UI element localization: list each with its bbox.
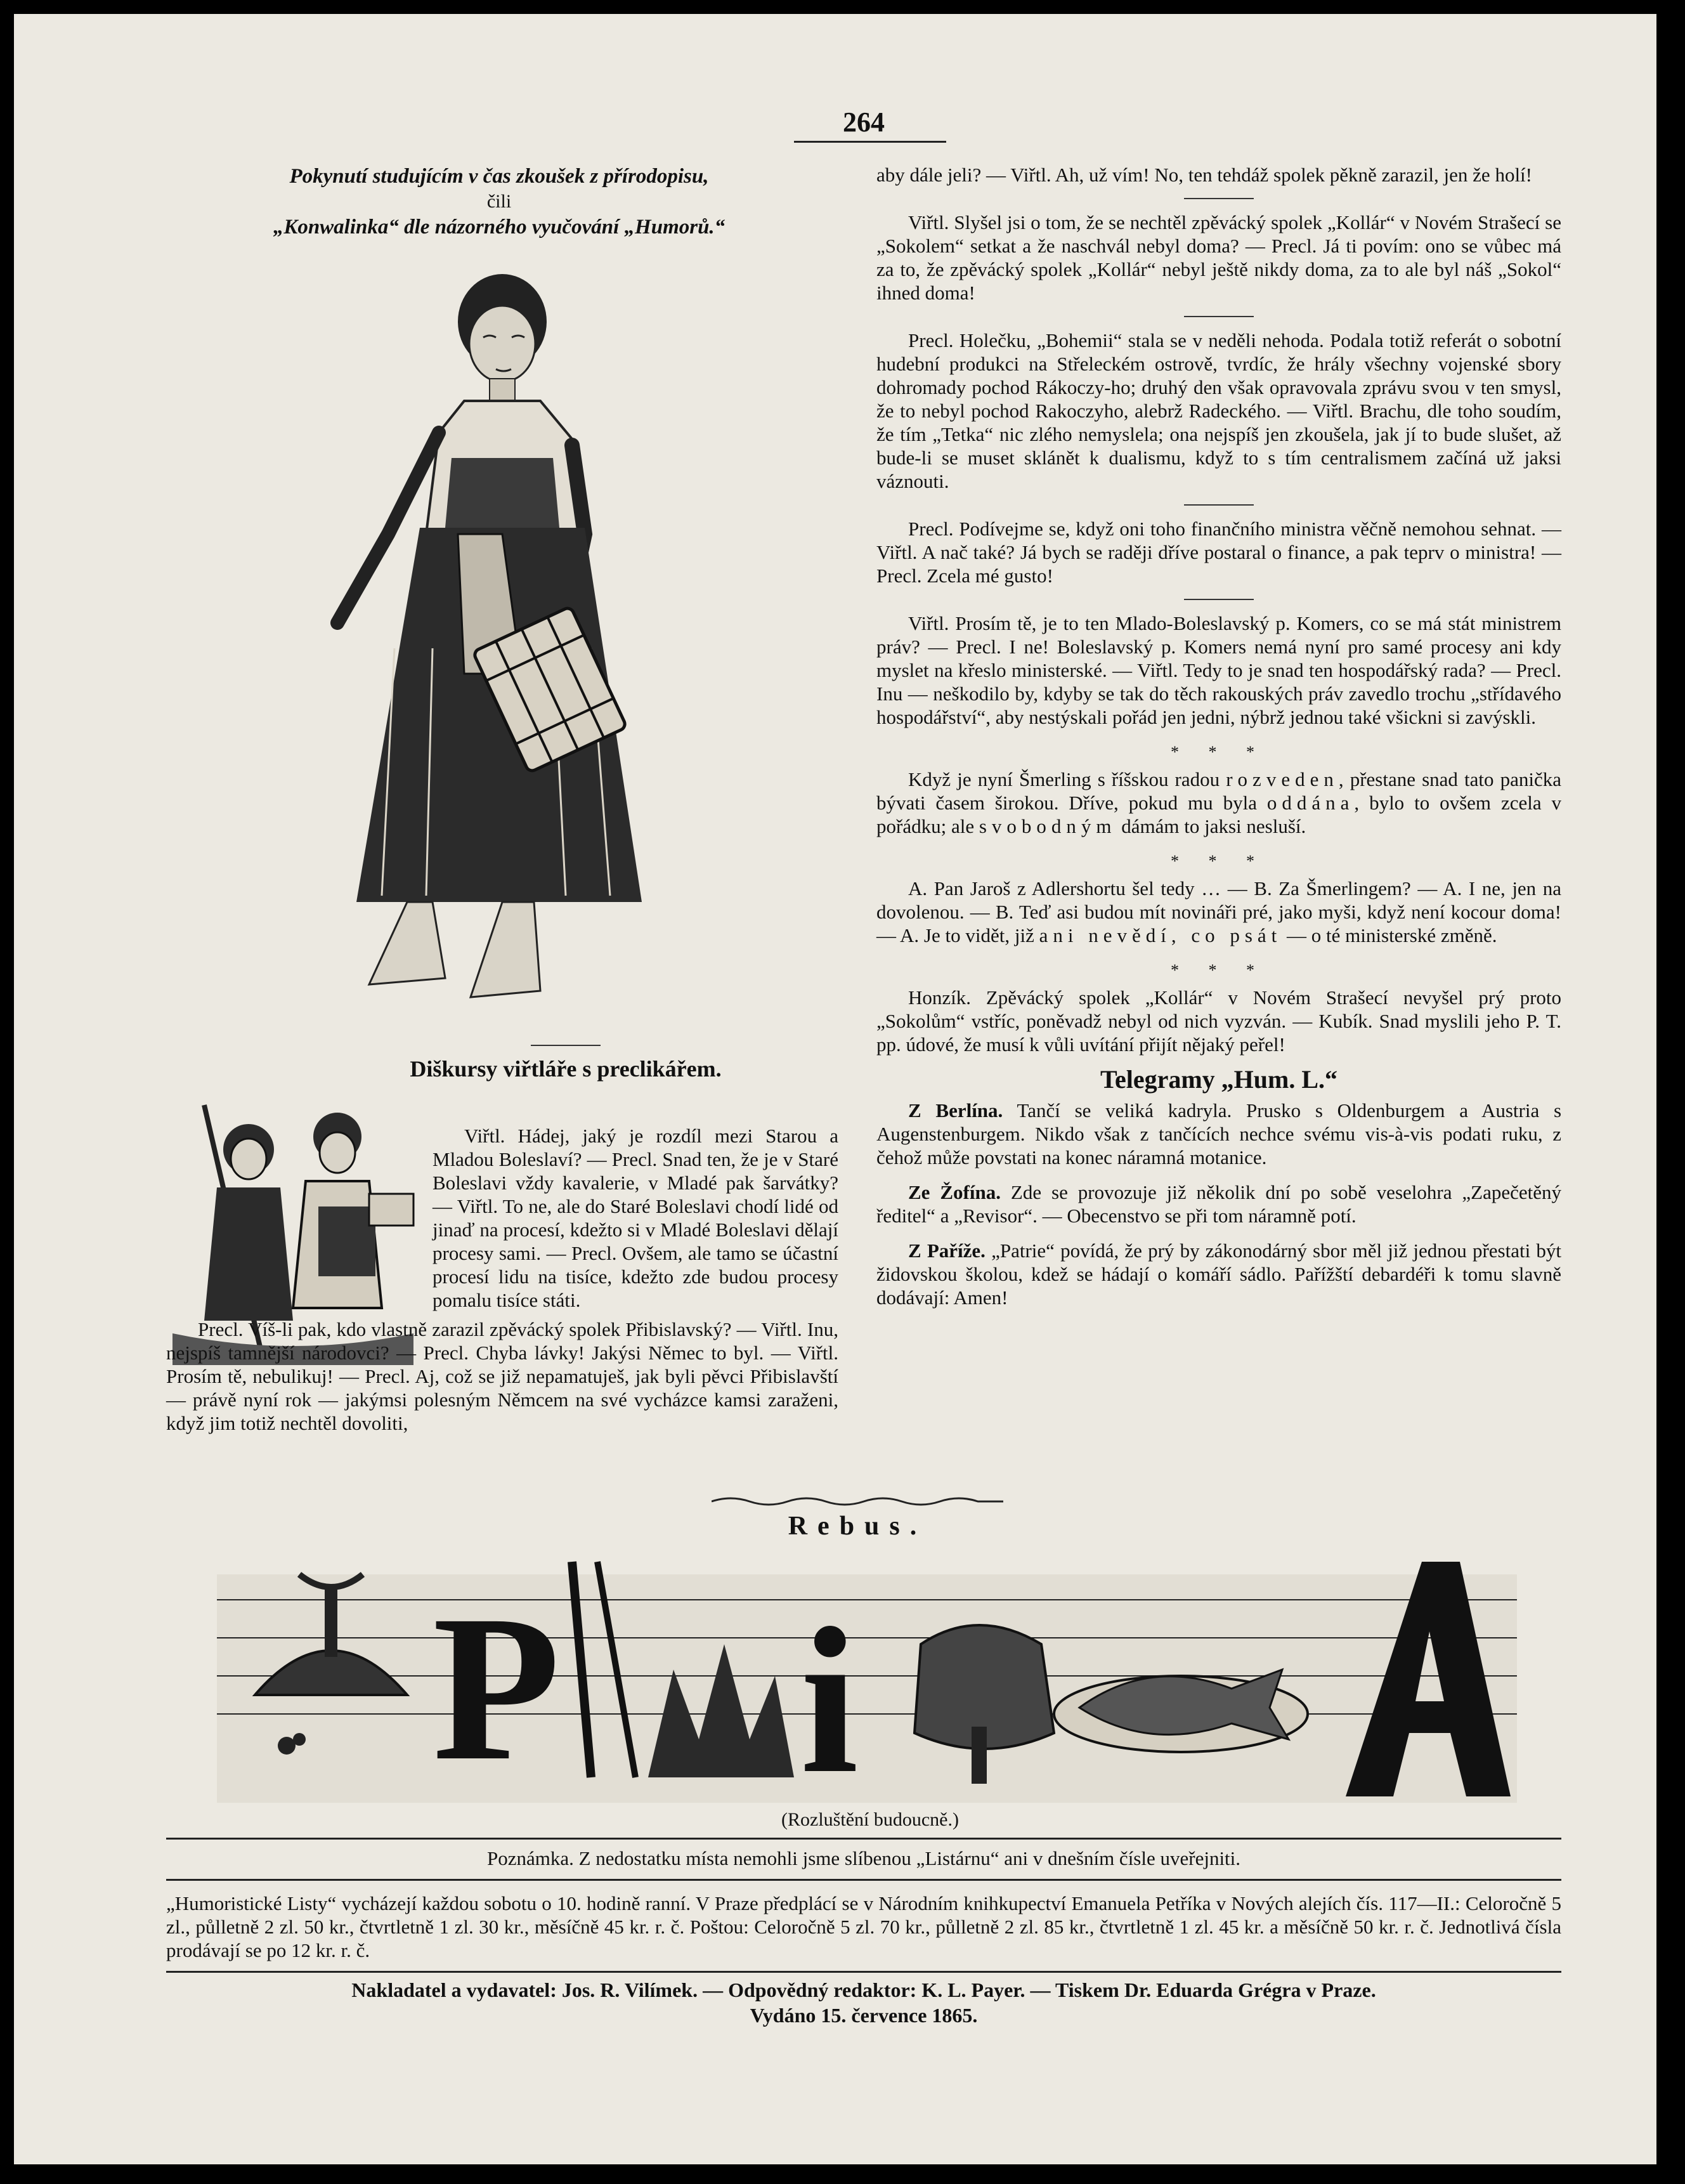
asterism: * * * bbox=[1171, 961, 1267, 979]
publisher-line: Nakladatel a vydavatel: Jos. R. Vilímek. — Odpovědný redaktor: K. L. Payer. — Tiskem Dr. Eduarda Grégra v Praze. bbox=[351, 1978, 1376, 2001]
article-subtitle: „Konwalinka“ dle názorného vyučování „Humorů.“ bbox=[273, 216, 725, 239]
page-number: 264 bbox=[843, 107, 885, 138]
right-column bbox=[876, 163, 1561, 1321]
rebus-letter-p: P bbox=[433, 1573, 561, 1803]
telegram-berlin bbox=[876, 1099, 1561, 1169]
ornamental-divider bbox=[712, 1495, 1003, 1508]
text-run: , bylo to ovšem zcela v pořádku; ale bbox=[876, 792, 1562, 837]
rebus-title: Rebus. bbox=[788, 1512, 927, 1541]
text-run: — o té ministerské změně. bbox=[1282, 924, 1497, 946]
publisher-footer bbox=[166, 1977, 1561, 2028]
horizontal-rule bbox=[166, 1971, 1561, 1973]
telegram-text: Tančí se veliká kadryla. Prusko s Oldenburgem a Austria s Augenstenburgem. Nikdo však z tančících nechce svému vis-à-vis podati ruku, z čehož může povstati na konec náramná motanice. bbox=[876, 1099, 1562, 1168]
subscription-info: „Humoristické Listy“ vycházejí každou sobotu o 10. hodině ranní. V Praze předplácí se v Národním knihkupectví Emanuela Petříka v Nových alejích čís. 117—II.: Celoročně 5 zl., půlletně 2 zl. 50 kr., čtvrtletně 1 zl. 30 kr., měsíčně 45 kr. r. č. Poštou: Celoročně 5 zl. 70 kr., půlletně 2 zl. 85 kr., čtvrtletně 1 zl. 45 kr. a měsíčně 50 kr. r. č. Jednotlivá čísla prodávají se po 12 kr. r. č. bbox=[166, 1892, 1561, 1961]
telegram-heading: Telegramy „Hum. L.“ bbox=[1100, 1065, 1338, 1094]
dialog-paragraph-2: Precl. Víš-li pak, kdo vlastně zarazil zpěvácký spolek Přibislavský? — Viřtl. Inu, nejspíš tamnější národovci? — Precl. Chyba lávky! Jakýsi Němec to byl. — Viřtl. Prosím tě, nebulikuj! — Precl. Aj, což se již nepamatuješ, jak byli pěvci Přibislavští — právě nyní rok — jakýmsi polesným Němcem na své vycházce kamsi zaraženi, když jim totiž nechtěl dovoliti, bbox=[166, 1318, 838, 1434]
asterism: * * * bbox=[1171, 852, 1267, 870]
telegram-zofin bbox=[876, 1180, 1561, 1227]
horizontal-rule bbox=[166, 1879, 1561, 1881]
text-run: Když je nyní Šmerling s říšskou radou bbox=[908, 768, 1226, 790]
telegram-paris bbox=[876, 1239, 1561, 1309]
dialog-section bbox=[293, 1038, 838, 1086]
telegram-place: Z Paříže. bbox=[908, 1239, 986, 1262]
right-paragraph-2: Viřtl. Slyšel jsi o tom, že se nechtěl zpěvácký spolek „Kollár“ v Novém Strašecí se „Sokolem“ setkat a že naschvál nebyl doma? — Precl. Já ti povím: ono se vůbec má za to, že zpěvácký spolek „Kollár“ nebyl ještě nikdy doma, za to ale byl náš „Sokol“ ihned doma! bbox=[876, 211, 1561, 304]
section-divider bbox=[1184, 198, 1254, 199]
rebus-letter-i: i bbox=[800, 1585, 859, 1803]
rebus-caption: (Rozluštění budoucně.) bbox=[781, 1809, 959, 1830]
spaced-word: oddána bbox=[1266, 792, 1355, 814]
newspaper-page bbox=[14, 14, 1656, 2164]
page-number-rule bbox=[794, 141, 946, 143]
dialog-paragraph-1: Viřtl. Hádej, jaký je rozdíl mezi Starou a Mladou Boleslaví? — Precl. Snad ten, že je v Staré Boleslavi vždy kavalerie, v Mladé pak šarvátky? — Viřtl. To ne, ale do Staré Boleslavi chodí lidé od jinaď na procesí, kdežto si v Mladé Boleslavi dělají procesy sami. — Precl. Ovšem, ale tamo se účastní procesí lidu na tisíce, kdežto zde budou procesy pomalu tisíce státi. bbox=[433, 1125, 838, 1311]
asterism: * * * bbox=[1171, 743, 1267, 761]
right-paragraph-1: aby dále jeli? — Viřtl. Ah, už vím! No, ten tehdáž spolek pěkně zarazil, jen že holí! bbox=[876, 164, 1532, 186]
section-divider bbox=[1184, 316, 1254, 317]
left-column-header bbox=[166, 163, 832, 240]
horizontal-rule bbox=[166, 1838, 1561, 1840]
right-paragraph-5: Viřtl. Prosím tě, je to ten Mlado-Boleslavský p. Komers, co se má stát ministrem práv? — Precl. I ne! Boleslavský p. Komers nemá nyní pro samé procesy ani kdy myslet na křeslo ministerské. — Viřtl. Tedy to je snad ten hospodářský rada? — Precl. Inu — neškodilo by, kdyby se tak do těch rakouských práv zavedlo trochu „střídavého hospodářství“, aby nestýskali pořád jen jedni, nýbrž jednou také všickni si zavýskli. bbox=[876, 612, 1561, 728]
right-paragraph-8: Honzík. Zpěvácký spolek „Kollár“ v Novém Strašecí nevyšel prý proto „Sokolům“ vstříc, poněvadž nebyl od nich vyzván. — Kubík. Snad myslili jeho P. T. pp. údové, že musí k vůli uvítání přijít nějaký peřel! bbox=[876, 986, 1561, 1056]
spaced-word: svobodným bbox=[979, 815, 1117, 837]
text-run: A. Pan Jaroš z Adlershortu šel tedy … — B. Za Šmerlingem? — A. I ne, jen na dovolenou. — B. Teď asi budou mít novináři pré, jako myši, když není kocour doma! — A. Je to vidět, již bbox=[876, 877, 1561, 946]
right-paragraph-4: Precl. Podívejme se, když oni toho finančního ministra věčně nemohou sehnat. — Viřtl. A nač také? Já bych se raději dříve postaral o finance, a pak teprv o ministra! — Precl. Zcela mé gusto! bbox=[876, 518, 1561, 587]
telegram-text: „Patrie“ povídá, že prý by zákonodárný sbor měl již jednou přestati být židovskou školou, kdež se hádají o komáří sádlo. Pařížští debardéři k tomu slavně dodávají: Amen! bbox=[876, 1239, 1561, 1309]
publication-date: Vydáno 15. července 1865. bbox=[750, 2004, 978, 2027]
telegram-place: Ze Žofína. bbox=[908, 1181, 1001, 1203]
spaced-phrase: ani nevědí, co psát bbox=[1039, 924, 1282, 946]
right-paragraph-6 bbox=[876, 768, 1561, 838]
text-run: dámám to jaksi nesluší. bbox=[1116, 815, 1306, 837]
dialog-p1-wrap bbox=[433, 1124, 838, 1323]
right-paragraph-3: Precl. Holečku, „Bohemii“ stala se v neděli nehoda. Podala totiž referát o sobotní hudební produkci na Střeleckém ostrově, tvrdíc, že hrály všechny vojenské sbory dohromady pochod Rákoczy-ho; druhý den však opravovala zprávu svou v ten smysl, že to nebyl pochod Rakoczyho, alebrž Radeckého. — Viřtl. Brachu, dle toho soudím, že tím „Tetka“ nic zlého nemyslela; ona nejspíš jen zkoušela, jak jí to bude slušet, až bude-li se muset sklánět k dualismu, když to s tím centralismem začíná už jaksi váznouti. bbox=[876, 329, 1561, 492]
spaced-word: rozveden bbox=[1226, 768, 1339, 790]
article-title: Pokynutí studujícím v čas zkoušek z přírodopisu, bbox=[289, 165, 709, 188]
telegram-text: Zde se provozuje již několik dní po sobě veselohra „Zapečetěný ředitel“ a „Revisor“. — Obecenstvo se při tom náramně potí. bbox=[876, 1181, 1561, 1227]
section-divider bbox=[1184, 599, 1254, 600]
telegram-place: Z Berlína. bbox=[908, 1099, 1003, 1121]
woman-with-bucket-illustration bbox=[312, 268, 667, 1029]
editorial-note: Poznámka. Z nedostatku místa nemohli jsme slíbenou „Listárnu“ ani v dnešním čísle uveřejniti. bbox=[486, 1847, 1241, 1869]
section-divider bbox=[531, 1045, 601, 1046]
section-divider bbox=[1184, 504, 1254, 506]
article-title-cili: čili bbox=[486, 191, 512, 212]
text-run: , přestane snad tato panička bývati časem širokou. Dříve, pokud mu byla bbox=[876, 768, 1561, 814]
right-paragraph-7 bbox=[876, 877, 1561, 947]
dialog-p2-wrap bbox=[166, 1318, 838, 1446]
dialog-title: Diškursy viřtláře s preclikářem. bbox=[410, 1056, 722, 1082]
rebus-picture bbox=[217, 1549, 1517, 1803]
